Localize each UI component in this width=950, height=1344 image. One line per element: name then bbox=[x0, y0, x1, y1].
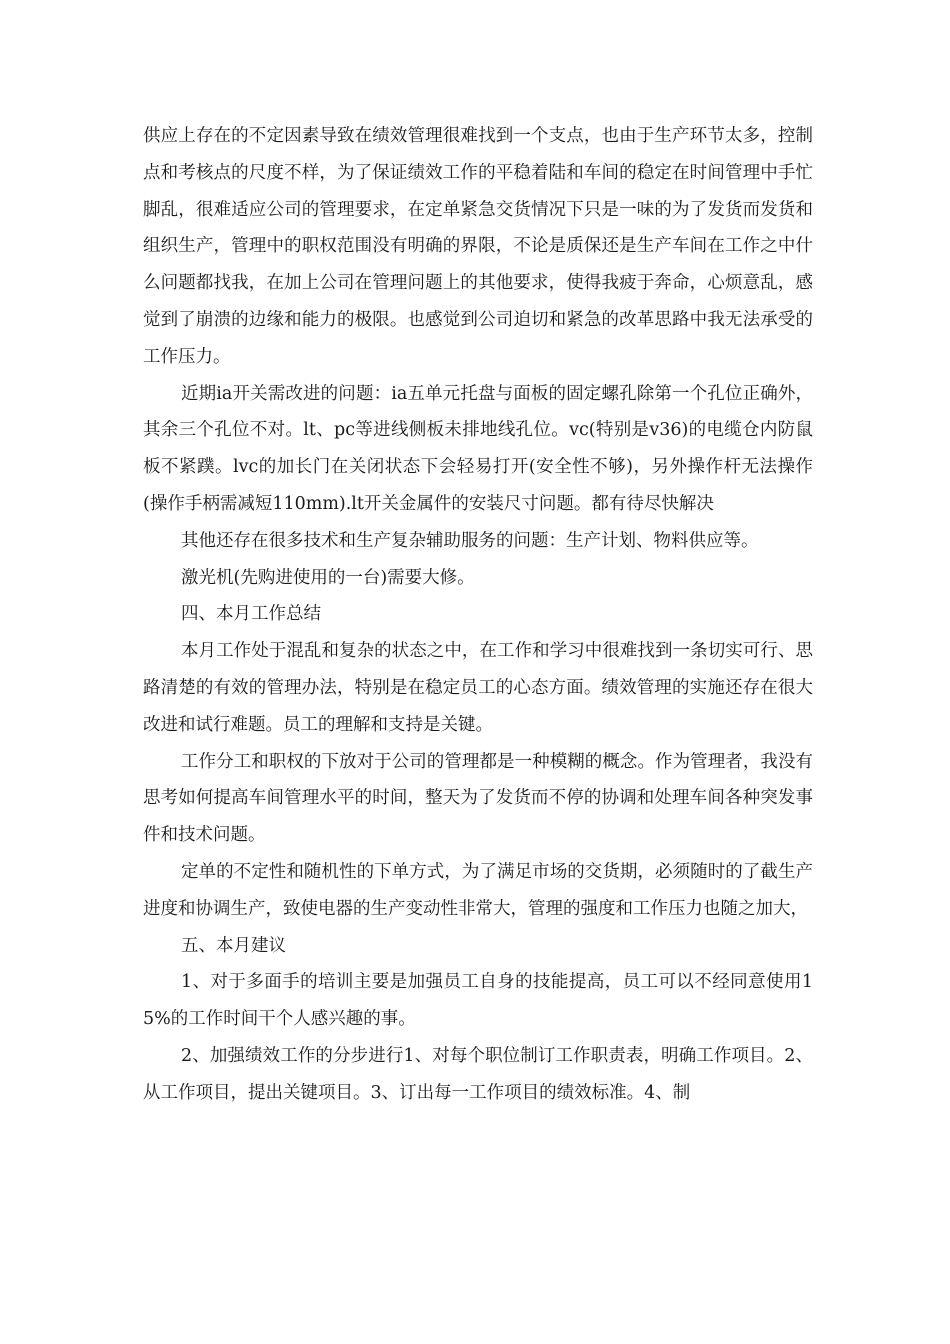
paragraph-3: 其他还存在很多技术和生产复杂辅助服务的问题：生产计划、物料供应等。 bbox=[181, 530, 759, 551]
document-page bbox=[143, 118, 813, 1112]
paragraph-2: 近期ia开关需改进的问题：ia五单元托盘与面板的固定螺孔除第一个孔位正确外，其余三个孔位不对。lt、pc等进线侧板未排地线孔位。vc(特别是v36)的电缆仓内防鼠板不紧蹼。lvc的加长门在关闭状态下会轻易打开(安全性不够)，另外操作杆无法操作(操作手柄需减短110mm).lt开关金属件的安装尺寸问题。都有待尽快解决 bbox=[143, 383, 813, 514]
section-heading-summary: 四、本月工作总结 bbox=[181, 604, 321, 625]
paragraph-1: 供应上存在的不定因素导致在绩效管理很难找到一个支点，也由于生产环节太多，控制点和考核点的尺度不样，为了保证绩效工作的平稳着陆和车间的稳定在时间管理中手忙脚乱，很难适应公司的管理要求，在定单紧急交货情况下只是一味的为了发货而发货和组织生产，管理中的职权范围没有明确的界限，不论是质保还是生产车间在工作之中什么问题都找我，在加上公司在管理问题上的其他要求，使得我疲于奔命，心烦意乱，感觉到了崩溃的边缘和能力的极限。也感觉到公司迫切和紧急的改革思路中我无法承受的工作压力。 bbox=[143, 126, 813, 367]
paragraph-6: 本月工作处于混乱和复杂的状态之中，在工作和学习中很难找到一条切实可行、思路清楚的有效的管理办法，特别是在稳定员工的心态方面。绩效管理的实施还存在很大改进和试行难题。员工的理解和支持是关键。 bbox=[143, 641, 813, 735]
section-heading-suggestions: 五、本月建议 bbox=[181, 935, 286, 956]
paragraph-10: 1、对于多面手的培训主要是加强员工自身的技能提高，员工可以不经同意使用15%的工作时间干个人感兴趣的事。 bbox=[143, 972, 813, 1030]
paragraph-4: 激光机(先购进使用的一台)需要大修。 bbox=[181, 567, 475, 588]
paragraph-8: 定单的不定性和随机性的下单方式，为了满足市场的交货期，必须随时的了截生产进度和协调生产，致使电器的生产变动性非常大，管理的强度和工作压力也随之加大， bbox=[143, 861, 813, 919]
paragraph-11: 2、加强绩效工作的分步进行1、对每个职位制订工作职责表，明确工作项目。2、从工作项目，提出关键项目。3、订出每一工作项目的绩效标准。4、制 bbox=[143, 1045, 813, 1103]
paragraph-7: 工作分工和职权的下放对于公司的管理都是一种模糊的概念。作为管理者，我没有思考如何提高车间管理水平的时间，整天为了发货而不停的协调和处理车间各种突发事件和技术问题。 bbox=[143, 751, 813, 846]
